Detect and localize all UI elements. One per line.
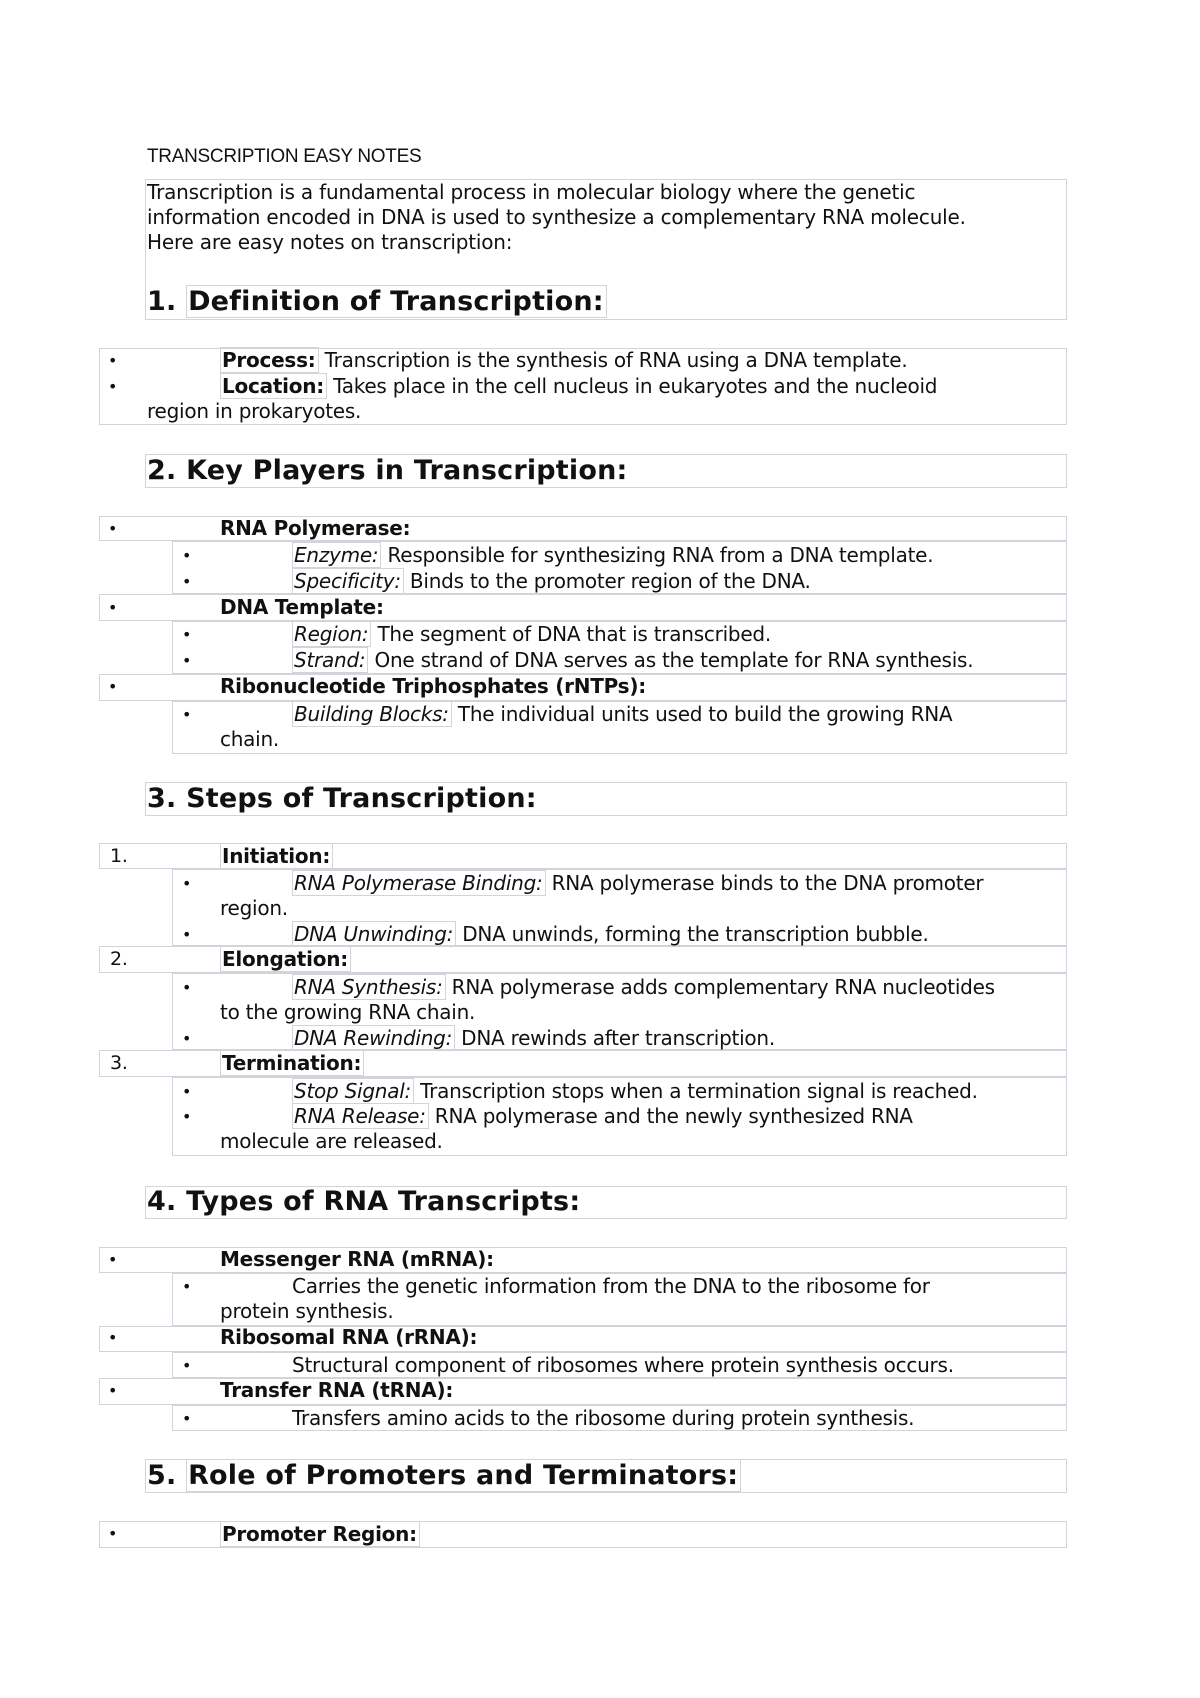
section-number: 1. [147, 286, 177, 317]
section-title: Role of Promoters and Terminators: [186, 1459, 741, 1492]
item-term: Enzyme: [292, 542, 381, 568]
item-term: RNA Release: [292, 1103, 429, 1129]
item-term: Region: [292, 621, 371, 647]
bullet-icon: • [108, 1524, 118, 1543]
step-elongation [220, 947, 351, 972]
item-term: Promoter Region: [220, 1521, 420, 1547]
item-term: Building Blocks: [292, 701, 452, 727]
item-text: DNA unwinds, forming the transcription bubble. [456, 922, 929, 946]
list-item-rna-polymerase: RNA Polymerase: [220, 516, 411, 540]
list-item-trna: Transfer RNA (tRNA): [220, 1378, 454, 1402]
sublist-item [292, 569, 811, 594]
intro-line: Transcription is a fundamental process in molecular biology where the genetic [147, 180, 916, 204]
step-title: Termination: [220, 1050, 364, 1076]
sublist-item [292, 622, 771, 647]
list-item-mrna: Messenger RNA (mRNA): [220, 1247, 494, 1271]
intro-line: information encoded in DNA is used to synthesize a complementary RNA molecule. [147, 205, 966, 229]
sublist-item [292, 1079, 978, 1104]
bullet-icon: • [108, 1381, 118, 1400]
item-text: Binds to the promoter region of the DNA. [403, 569, 811, 593]
item-text: Takes place in the cell nucleus in eukaryotes and the nucleoid [326, 374, 938, 398]
bullet-icon: • [182, 651, 192, 670]
item-text: RNA polymerase adds complementary RNA nucleotides [445, 975, 995, 999]
section-number: 4. [147, 1186, 177, 1217]
bullet-icon: • [182, 1409, 192, 1428]
bullet-icon: • [182, 874, 192, 893]
list-item-rrna: Ribosomal RNA (rRNA): [220, 1325, 478, 1349]
item-continuation: to the growing RNA chain. [220, 1000, 476, 1024]
item-continuation: region. [220, 896, 288, 920]
list-item [220, 348, 907, 373]
bullet-icon: • [182, 705, 192, 724]
item-term: DNA Rewinding: [292, 1025, 455, 1051]
list-number: 1. [110, 845, 128, 867]
item-term: Stop Signal: [292, 1078, 414, 1104]
bullet-icon: • [182, 1082, 192, 1101]
section-number: 2. [147, 455, 177, 486]
section-1-heading [147, 286, 607, 317]
item-term: Location: [220, 373, 327, 399]
item-text: The individual units used to build the growing RNA [451, 702, 953, 726]
item-term: RNA Synthesis: [292, 974, 446, 1000]
item-text: Transcription is the synthesis of RNA using a DNA template. [318, 348, 908, 372]
sublist-item [292, 1104, 913, 1129]
sublist-item [292, 1026, 775, 1051]
bullet-icon: • [108, 351, 118, 370]
section-title: Types of RNA Transcripts: [186, 1186, 581, 1217]
bullet-icon: • [182, 978, 192, 997]
item-term: RNA Polymerase Binding: [292, 870, 546, 896]
list-number: 2. [110, 948, 128, 970]
item-continuation: molecule are released. [220, 1129, 443, 1153]
section-title: Definition of Transcription: [186, 285, 607, 318]
bullet-icon: • [108, 677, 118, 696]
sublist-item: Structural component of ribosomes where protein synthesis occurs. [292, 1353, 954, 1377]
step-initiation [220, 844, 333, 869]
list-item-dna-template: DNA Template: [220, 595, 384, 619]
bullet-icon: • [182, 925, 192, 944]
section-3-heading [147, 783, 537, 814]
item-text: The segment of DNA that is transcribed. [371, 622, 771, 646]
item-term: Specificity: [292, 568, 404, 594]
item-term: Process: [220, 347, 319, 373]
section-2-heading [147, 455, 628, 486]
section-5-heading [147, 1460, 741, 1491]
intro-paragraph [147, 180, 1067, 255]
sublist-item [292, 922, 929, 947]
section-number: 5. [147, 1460, 177, 1491]
sublist-item: Transfers amino acids to the ribosome during protein synthesis. [292, 1406, 915, 1430]
bullet-icon: • [182, 1029, 192, 1048]
list-item-rntps: Ribonucleotide Triphosphates (rNTPs): [220, 674, 646, 698]
list-number: 3. [110, 1052, 128, 1074]
sublist-item: Carries the genetic information from the DNA to the ribosome for [292, 1274, 930, 1298]
item-text: DNA rewinds after transcription. [455, 1026, 775, 1050]
item-term: DNA Unwinding: [292, 921, 456, 947]
step-title: Elongation: [220, 946, 351, 972]
sublist-item [292, 871, 983, 896]
item-text: Responsible for synthesizing RNA from a DNA template. [381, 543, 934, 567]
document-title: TRANSCRIPTION EASY NOTES [147, 146, 422, 167]
sublist-item [292, 648, 973, 673]
step-title: Initiation: [220, 843, 333, 869]
item-text: RNA polymerase and the newly synthesized RNA [428, 1104, 913, 1128]
intro-line: Here are easy notes on transcription: [147, 230, 513, 254]
bullet-icon: • [182, 1277, 192, 1296]
section-title: Key Players in Transcription: [186, 455, 628, 486]
bullet-icon: • [182, 572, 192, 591]
list-item-promoter [220, 1522, 420, 1547]
bullet-icon: • [108, 519, 118, 538]
item-continuation: protein synthesis. [220, 1299, 394, 1323]
sublist-item [292, 543, 933, 568]
section-number: 3. [147, 783, 177, 814]
sublist-item [292, 702, 952, 727]
item-continuation: chain. [220, 727, 280, 751]
bullet-icon: • [182, 1356, 192, 1375]
item-term: Strand: [292, 647, 368, 673]
bullet-icon: • [108, 1250, 118, 1269]
bullet-icon: • [182, 546, 192, 565]
sublist-item [292, 975, 995, 1000]
list-item [220, 374, 937, 399]
bullet-icon: • [108, 377, 118, 396]
section-4-heading [147, 1186, 580, 1217]
section-title: Steps of Transcription: [186, 783, 537, 814]
item-text: One strand of DNA serves as the template for RNA synthesis. [368, 648, 974, 672]
step-termination [220, 1051, 364, 1076]
bullet-icon: • [182, 625, 192, 644]
bullet-icon: • [108, 1328, 118, 1347]
item-text: Transcription stops when a termination signal is reached. [414, 1079, 978, 1103]
item-continuation: region in prokaryotes. [147, 399, 362, 423]
item-text: RNA polymerase binds to the DNA promoter [545, 871, 984, 895]
bullet-icon: • [182, 1107, 192, 1126]
bullet-icon: • [108, 598, 118, 617]
